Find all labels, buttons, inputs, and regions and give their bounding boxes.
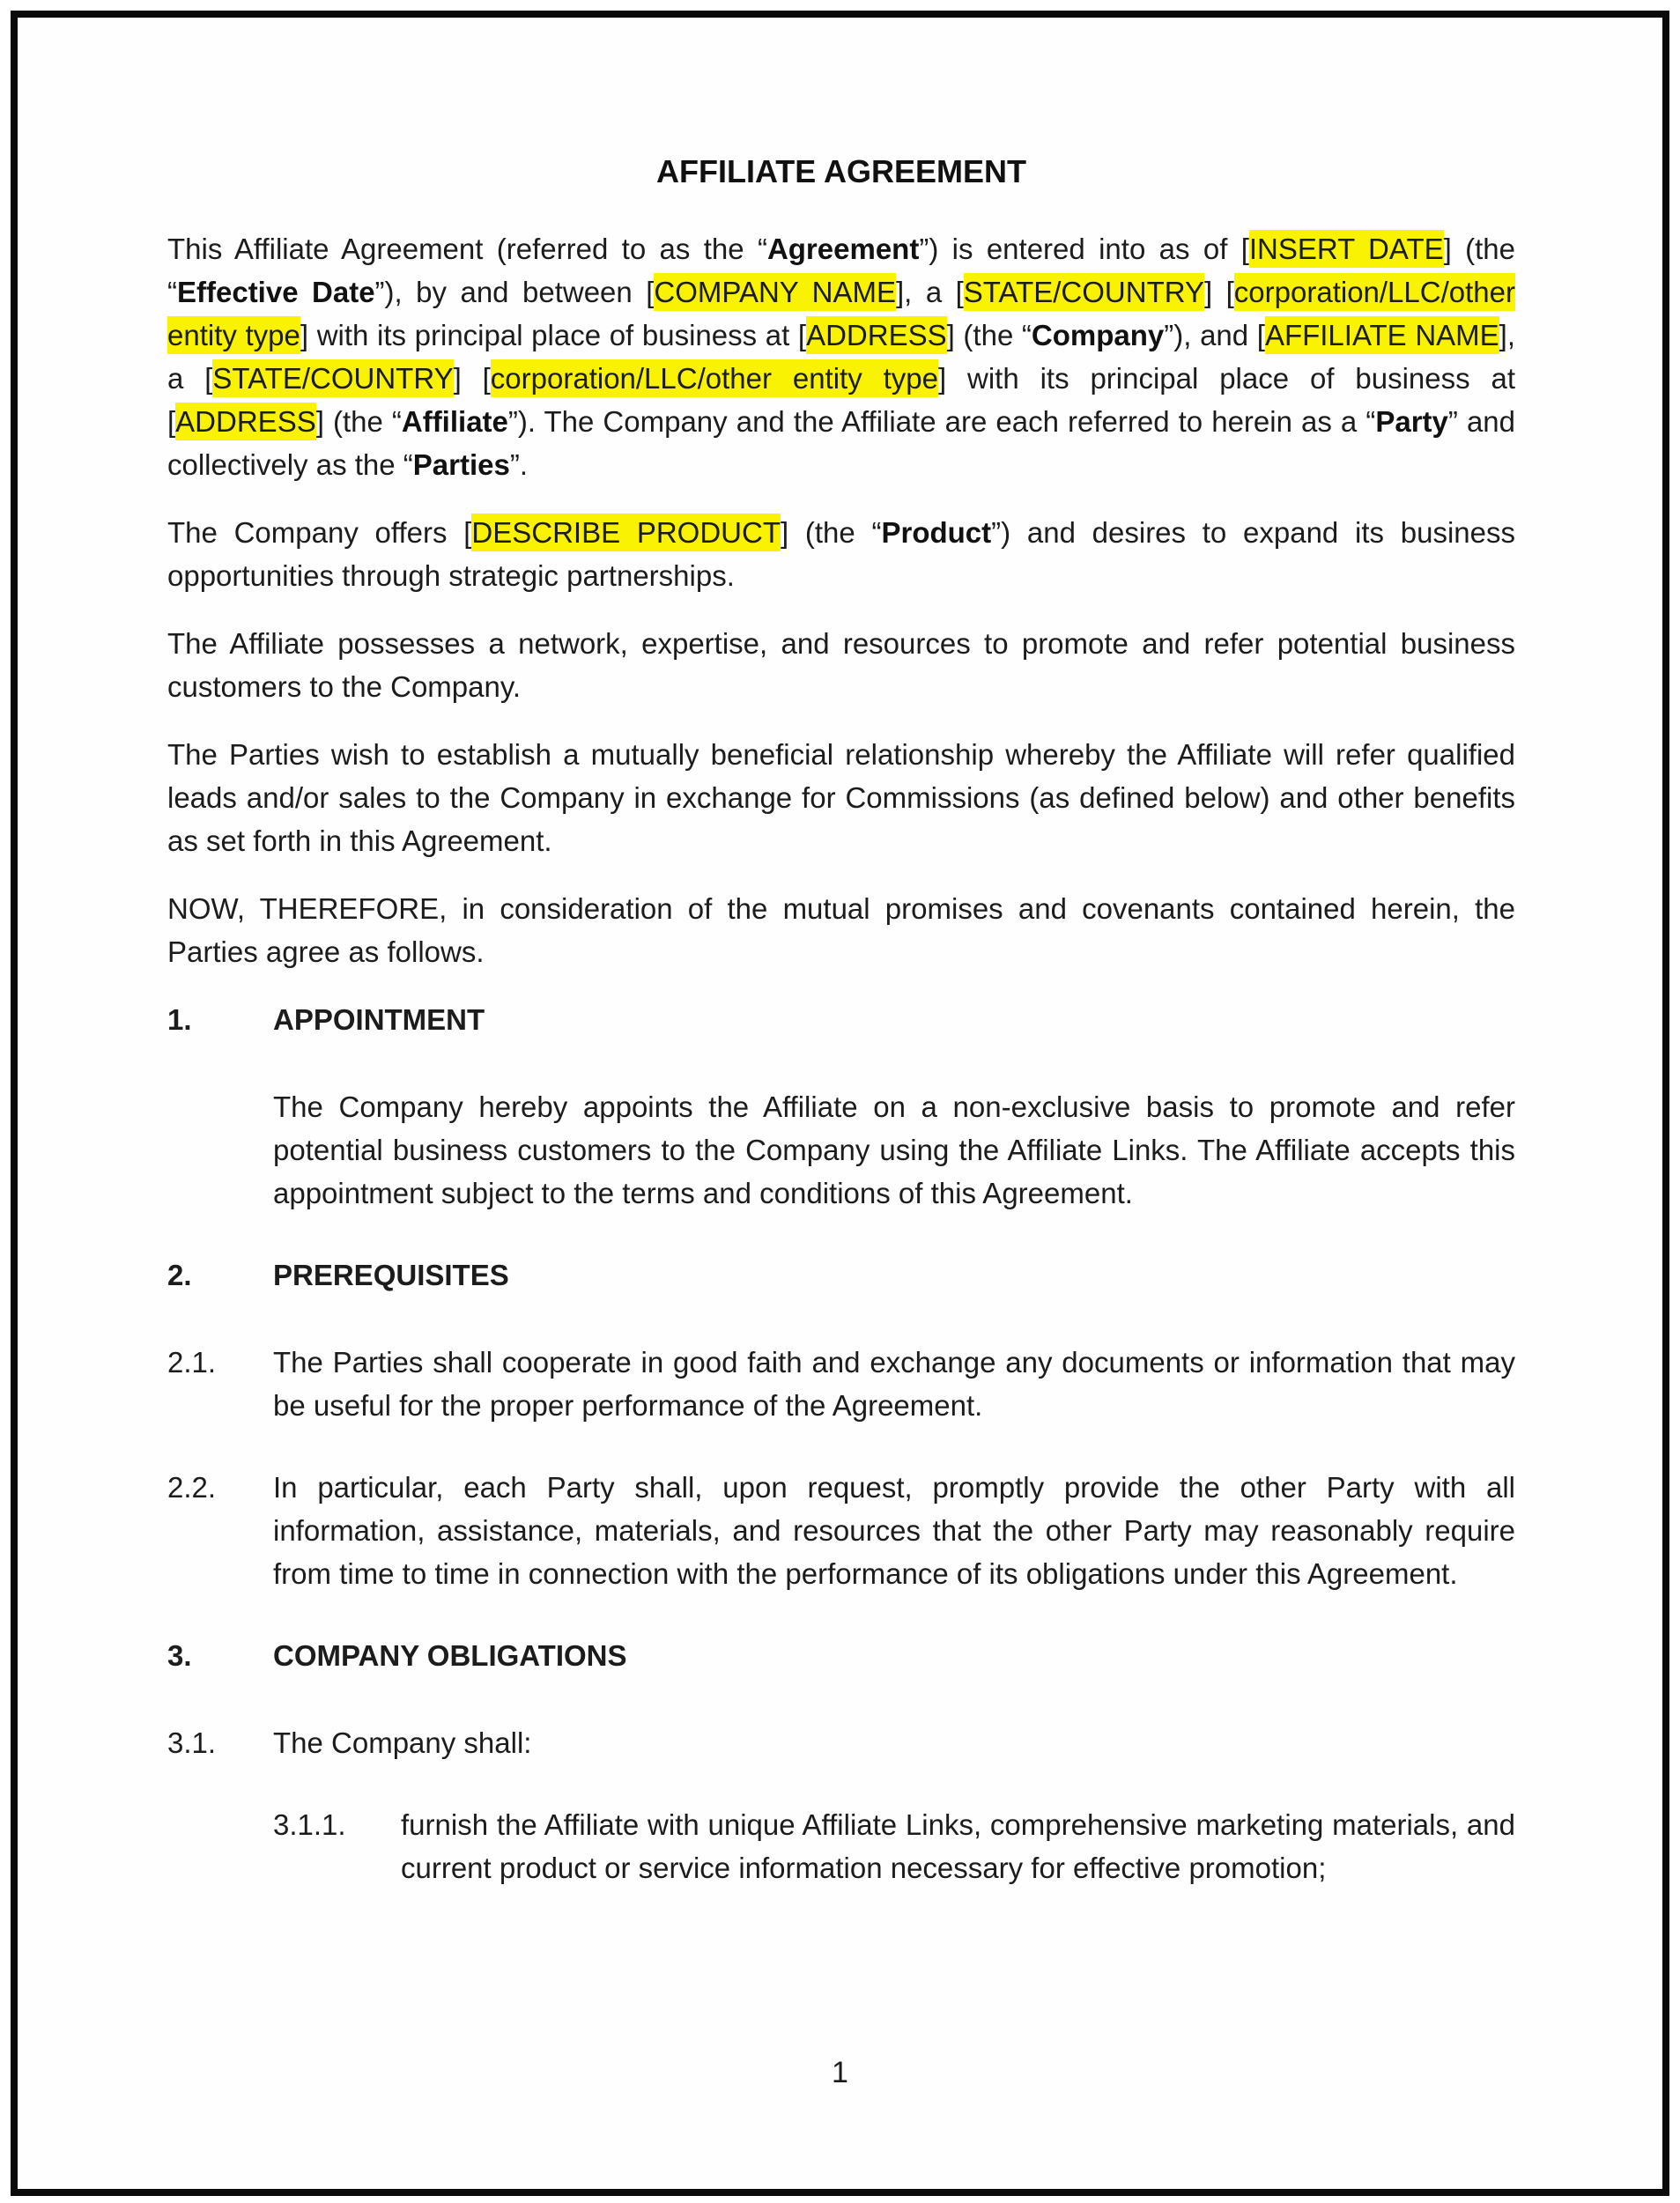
section-number: 3. bbox=[167, 1639, 192, 1672]
text-run: ”). The Company and the Affiliate are each referred to herein as a “ bbox=[507, 405, 1376, 438]
placeholder-highlight: COMPANY NAME bbox=[654, 273, 896, 311]
clause bbox=[167, 1341, 1515, 1427]
placeholder-highlight: STATE/COUNTRY bbox=[212, 359, 453, 397]
paragraph bbox=[167, 733, 1515, 862]
bold-defined-term: Agreement bbox=[766, 233, 920, 265]
text-run: ”. bbox=[509, 448, 529, 481]
clause-text bbox=[273, 1466, 1515, 1595]
text-run: ] with its principal place of business at [ bbox=[167, 362, 1515, 438]
bold-defined-term: Parties bbox=[412, 448, 510, 481]
text-run: ], a [ bbox=[167, 319, 1516, 395]
text-run: The Parties shall cooperate in good faith and exchange any documents or information that may be useful for the proper performance of the Agreement. bbox=[273, 1346, 1515, 1422]
clause-text bbox=[273, 1341, 1515, 1427]
paragraph bbox=[167, 227, 1515, 486]
placeholder-highlight: STATE/COUNTRY bbox=[964, 273, 1204, 311]
text-run: ] [ bbox=[1203, 276, 1234, 308]
document-page bbox=[11, 11, 1669, 2196]
bold-defined-term: Affiliate bbox=[401, 405, 508, 438]
text-run: furnish the Affiliate with unique Affiliate Links, comprehensive marketing materials, and current product or service information necessary for effective promotion; bbox=[401, 1808, 1515, 1884]
text-run: ”), by and between [ bbox=[374, 276, 655, 308]
text-run: ] (the “ bbox=[315, 405, 402, 438]
placeholder-highlight: AFFILIATE NAME bbox=[1265, 316, 1499, 354]
bold-defined-term: Company bbox=[1031, 319, 1165, 351]
clause-text bbox=[401, 1803, 1515, 1889]
section-heading bbox=[167, 998, 1515, 1041]
text-run: ] (the “ bbox=[946, 319, 1032, 351]
placeholder-highlight: corporation/LLC/other entity type bbox=[491, 359, 938, 397]
text-run: ”) is entered into as of [ bbox=[919, 233, 1249, 265]
section-title: APPOINTMENT bbox=[273, 1003, 485, 1036]
page-number: 1 bbox=[832, 2056, 848, 2089]
bold-defined-term: Effective Date bbox=[177, 276, 375, 308]
text-run: NOW, THEREFORE, in consideration of the mutual promises and covenants contained herein, the Parties agree as follows. bbox=[167, 892, 1515, 968]
paragraph bbox=[273, 1085, 1515, 1215]
section-title: COMPANY OBLIGATIONS bbox=[273, 1639, 627, 1672]
text-run: ] (the “ bbox=[167, 233, 1516, 308]
text-run: The Company shall: bbox=[273, 1726, 532, 1759]
clause bbox=[167, 1721, 1515, 1764]
text-run: ], a [ bbox=[896, 276, 964, 308]
clause bbox=[167, 1466, 1515, 1595]
clause bbox=[273, 1803, 1515, 1889]
placeholder-highlight: ADDRESS bbox=[175, 403, 316, 440]
text-run: ” and collectively as the “ bbox=[167, 405, 1516, 481]
text-run: This Affiliate Agreement (referred to as the “ bbox=[167, 233, 767, 265]
text-run: The Affiliate possesses a network, expertise, and resources to promote and refer potential business customers to the Company. bbox=[167, 627, 1515, 703]
document-body bbox=[167, 227, 1515, 1889]
paragraph bbox=[167, 887, 1515, 973]
text-run: ] [ bbox=[453, 362, 491, 395]
clause-text bbox=[273, 1721, 1515, 1764]
document-title: AFFILIATE AGREEMENT bbox=[656, 153, 1026, 189]
section-number: 1. bbox=[167, 1003, 192, 1036]
text-run: In particular, each Party shall, upon request, promptly provide the other Party with all information, assistance, materials, and resources that the other Party may reasonably require from time to time in connection with the performance of its obligations under this Agreement. bbox=[273, 1471, 1515, 1590]
clause-number: 2.2. bbox=[167, 1471, 217, 1504]
paragraph bbox=[167, 622, 1515, 708]
clause-number: 2.1. bbox=[167, 1346, 217, 1379]
text-run: The Parties wish to establish a mutually beneficial relationship whereby the Affiliate will refer qualified leads and/or sales to the Company in exchange for Commissions (as defined below) and other benefits as set forth in this Agreement. bbox=[167, 738, 1515, 857]
clause-number: 3.1. bbox=[167, 1726, 217, 1759]
section-heading bbox=[167, 1253, 1515, 1297]
bold-defined-term: Party bbox=[1375, 405, 1448, 438]
section-number: 2. bbox=[167, 1259, 192, 1291]
section-heading bbox=[167, 1634, 1515, 1677]
text-run: ”), and [ bbox=[1164, 319, 1265, 351]
text-run: The Company hereby appoints the Affiliate on a non-exclusive basis to promote and refer potential business customers to the Company using the Affiliate Links. The Affiliate accepts this appointment subject to the terms and conditions of this Agreement. bbox=[273, 1090, 1515, 1209]
placeholder-highlight: ADDRESS bbox=[806, 316, 947, 354]
text-run: ] with its principal place of business at [ bbox=[300, 319, 807, 351]
text-run: The Company offers [ bbox=[167, 516, 472, 549]
text-run: ”) and desires to expand its business opportunities through strategic partnerships. bbox=[167, 516, 1515, 592]
placeholder-highlight: DESCRIBE PRODUCT bbox=[471, 514, 781, 551]
placeholder-highlight: corporation/LLC/other entity type bbox=[167, 273, 1515, 354]
section-title: PREREQUISITES bbox=[273, 1259, 509, 1291]
text-run: ] (the “ bbox=[781, 516, 882, 549]
placeholder-highlight: INSERT DATE bbox=[1249, 230, 1444, 268]
paragraph bbox=[167, 511, 1515, 597]
clause-number: 3.1.1. bbox=[273, 1808, 346, 1841]
document-content bbox=[18, 18, 1662, 1889]
bold-defined-term: Product bbox=[881, 516, 992, 549]
